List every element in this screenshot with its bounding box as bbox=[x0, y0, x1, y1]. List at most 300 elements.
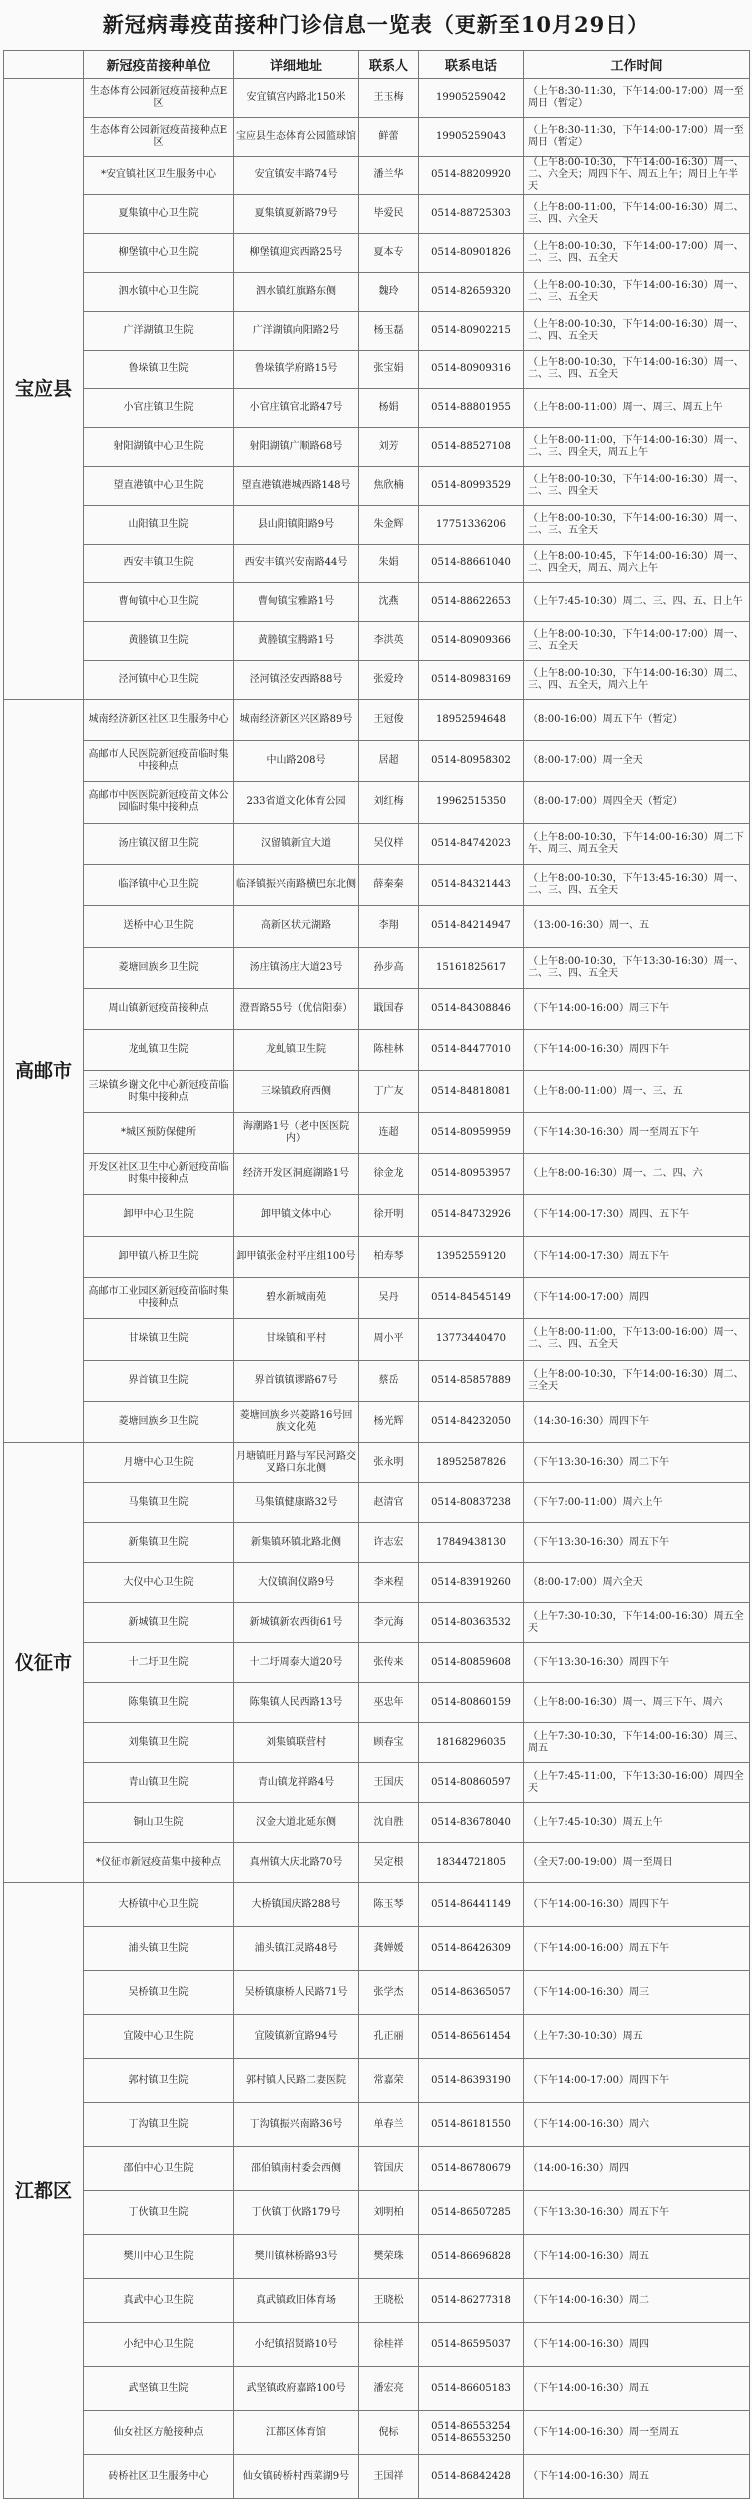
phone-cell: 0514-86181550 bbox=[419, 2103, 524, 2147]
contact-cell: 王冠俊 bbox=[359, 699, 419, 740]
contact-cell: 蔡岳 bbox=[359, 1360, 419, 1401]
table-row bbox=[4, 1071, 750, 1112]
phone-cell: 0514-80837238 bbox=[419, 1483, 524, 1523]
table-row bbox=[4, 2411, 750, 2455]
phone-cell: 0514-84477010 bbox=[419, 1030, 524, 1071]
phone-cell: 13773440470 bbox=[419, 1319, 524, 1360]
unit-cell: 邵伯中心卫生院 bbox=[84, 2147, 234, 2191]
unit-cell: 卸甲镇八桥卫生院 bbox=[84, 1236, 234, 1277]
unit-cell: 临泽镇中心卫生院 bbox=[84, 864, 234, 905]
phone-cell: 0514-80909366 bbox=[419, 622, 524, 661]
unit-cell: 小纪中心卫生院 bbox=[84, 2323, 234, 2367]
hours-cell: （上午8:00-10:30，下午14:00-16:30）周一、二、三、五全天 bbox=[524, 272, 750, 311]
hours-cell: （上午8:00-11:00，下午14:00-16:30）周二、三、四、六全天 bbox=[524, 195, 750, 234]
unit-cell: 生态体育公园新冠疫苗接种点E区 bbox=[84, 117, 234, 156]
table-row bbox=[4, 1843, 750, 1883]
table-row bbox=[4, 311, 750, 350]
unit-cell: 月塘中心卫生院 bbox=[84, 1443, 234, 1483]
hours-cell: （8:00-17:00）周六全天 bbox=[524, 1563, 750, 1603]
table-row bbox=[4, 544, 750, 583]
unit-cell: 丁沟镇卫生院 bbox=[84, 2103, 234, 2147]
hours-cell: （下午14:00-16:30）周四下午 bbox=[524, 1030, 750, 1071]
contact-cell: 徐金龙 bbox=[359, 1154, 419, 1195]
phone-cell: 0514-86595037 bbox=[419, 2323, 524, 2367]
table-row bbox=[4, 1683, 750, 1723]
address-cell: 经济开发区洞庭湖路1号 bbox=[234, 1154, 359, 1195]
phone-cell: 0514-88527108 bbox=[419, 428, 524, 467]
address-cell: 卸甲镇文体中心 bbox=[234, 1195, 359, 1236]
header-hours: 工作时间 bbox=[524, 51, 750, 79]
unit-cell: 界首镇卫生院 bbox=[84, 1360, 234, 1401]
unit-cell: 夏集镇中心卫生院 bbox=[84, 195, 234, 234]
table-row bbox=[4, 622, 750, 661]
phone-cell: 0514-88801955 bbox=[419, 389, 524, 428]
contact-cell: 焦欣楠 bbox=[359, 466, 419, 505]
unit-cell: 刘集镇卫生院 bbox=[84, 1723, 234, 1763]
table-row bbox=[4, 1319, 750, 1360]
unit-cell: *仪征市新冠疫苗集中接种点 bbox=[84, 1843, 234, 1883]
contact-cell: 张爱玲 bbox=[359, 660, 419, 699]
table-row bbox=[4, 117, 750, 156]
phone-cell: 0514-86780679 bbox=[419, 2147, 524, 2191]
unit-cell: 十二圩卫生院 bbox=[84, 1643, 234, 1683]
address-cell: 丁伙镇丁伙路179号 bbox=[234, 2191, 359, 2235]
phone-cell: 0514-80953957 bbox=[419, 1154, 524, 1195]
header-phone: 联系电话 bbox=[419, 51, 524, 79]
contact-cell: 毕爱民 bbox=[359, 195, 419, 234]
unit-cell: 砖桥社区卫生服务中心 bbox=[84, 2455, 234, 2499]
table-row bbox=[4, 988, 750, 1029]
table-row bbox=[4, 2455, 750, 2499]
unit-cell: 陈集镇卫生院 bbox=[84, 1683, 234, 1723]
hours-cell: （上午7:45-11:00，下午13:30-16:00）周四全天 bbox=[524, 1763, 750, 1803]
unit-cell: 西安丰镇卫生院 bbox=[84, 544, 234, 583]
unit-cell: 泗水镇中心卫生院 bbox=[84, 272, 234, 311]
address-cell: 西安丰镇兴安南路44号 bbox=[234, 544, 359, 583]
unit-cell: 高邮市人民医院新冠疫苗临时集中接种点 bbox=[84, 741, 234, 782]
unit-cell: 大桥镇中心卫生院 bbox=[84, 1883, 234, 1927]
phone-cell: 0514-84232050 bbox=[419, 1401, 524, 1442]
hours-cell: （上午8:00-11:00，下午14:00-16:30）周一、二、三、四全天，周五上午 bbox=[524, 428, 750, 467]
hours-cell: （下午14:00-16:30）周六 bbox=[524, 2103, 750, 2147]
contact-cell: 居超 bbox=[359, 741, 419, 782]
unit-cell: 高邮市中医医院新冠疫苗文体公园临时集中接种点 bbox=[84, 782, 234, 823]
phone-cell: 19905259042 bbox=[419, 79, 524, 118]
address-cell: 十二圩周泰大道20号 bbox=[234, 1643, 359, 1683]
unit-cell: 菱塘回族乡卫生院 bbox=[84, 1401, 234, 1442]
address-cell: 马集镇健康路32号 bbox=[234, 1483, 359, 1523]
address-cell: 樊川镇林桥路93号 bbox=[234, 2235, 359, 2279]
address-cell: 邵伯镇南村委会西侧 bbox=[234, 2147, 359, 2191]
contact-cell: 张学杰 bbox=[359, 1971, 419, 2015]
address-cell: 临泽镇振兴南路横巴东北侧 bbox=[234, 864, 359, 905]
unit-cell: 宜陵中心卫生院 bbox=[84, 2015, 234, 2059]
address-cell: 中山路208号 bbox=[234, 741, 359, 782]
contact-cell: 柏寿琴 bbox=[359, 1236, 419, 1277]
hours-cell: （上午8:30-11:30，下午14:00-17:00）周一至周日（暂定） bbox=[524, 117, 750, 156]
phone-cell: 0514-80901826 bbox=[419, 234, 524, 273]
contact-cell: 单春兰 bbox=[359, 2103, 419, 2147]
contact-cell: 徐开明 bbox=[359, 1195, 419, 1236]
hours-cell: （下午14:00-16:30）周五 bbox=[524, 2455, 750, 2499]
unit-cell: 送桥中心卫生院 bbox=[84, 906, 234, 947]
table-row bbox=[4, 195, 750, 234]
address-cell: 小纪镇招贤路10号 bbox=[234, 2323, 359, 2367]
unit-cell: 小官庄镇卫生院 bbox=[84, 389, 234, 428]
unit-cell: 新集镇卫生院 bbox=[84, 1523, 234, 1563]
phone-cell: 0514-86605183 bbox=[419, 2367, 524, 2411]
table-row bbox=[4, 947, 750, 988]
hours-cell: （上午8:00-11:00，下午13:00-16:00）周一、二、三、四、五全天 bbox=[524, 1319, 750, 1360]
hours-cell: （下午13:30-16:30）周五下午 bbox=[524, 1523, 750, 1563]
address-cell: 宝应县生态体育公园篮球馆 bbox=[234, 117, 359, 156]
table-row bbox=[4, 2191, 750, 2235]
hours-cell: （上午7:30-10:30，下午14:00-16:30）周三、周五 bbox=[524, 1723, 750, 1763]
contact-cell: 王国祥 bbox=[359, 2455, 419, 2499]
unit-cell: 菱塘回族乡卫生院 bbox=[84, 947, 234, 988]
table-row bbox=[4, 1523, 750, 1563]
unit-cell: 鲁垛镇卫生院 bbox=[84, 350, 234, 389]
phone-cell: 0514-86441149 bbox=[419, 1883, 524, 1927]
table-row bbox=[4, 466, 750, 505]
phone-cell: 17751336206 bbox=[419, 505, 524, 544]
unit-cell: 大仪中心卫生院 bbox=[84, 1563, 234, 1603]
phone-cell: 0514-88209920 bbox=[419, 156, 524, 195]
address-cell: 宜陵镇新宜路94号 bbox=[234, 2015, 359, 2059]
hours-cell: （上午7:30-10:30）周五 bbox=[524, 2015, 750, 2059]
table-row bbox=[4, 1277, 750, 1318]
hours-cell: （上午8:00-10:30，下午14:00-16:30）周一、二、六全天；周四下午、周五上午；周日上午半天 bbox=[524, 156, 750, 195]
district-cell: 仪征市 bbox=[4, 1443, 84, 1883]
phone-cell: 0514-86561454 bbox=[419, 2015, 524, 2059]
hours-cell: （上午8:00-10:30，下午14:00-16:30）周二、三、四、五全天，周六上午 bbox=[524, 660, 750, 699]
table-row bbox=[4, 1360, 750, 1401]
phone-cell: 0514-80860597 bbox=[419, 1763, 524, 1803]
address-cell: 仙女镇砖桥村西菜湖9号 bbox=[234, 2455, 359, 2499]
hours-cell: （上午8:00-10:30，下午14:00-17:00）周一、三、五全天 bbox=[524, 622, 750, 661]
unit-cell: 郭村镇卫生院 bbox=[84, 2059, 234, 2103]
hours-cell: （13:00-16:30）周一、五 bbox=[524, 906, 750, 947]
table-row bbox=[4, 823, 750, 864]
contact-cell: 朱娟 bbox=[359, 544, 419, 583]
unit-cell: 丁伙镇卫生院 bbox=[84, 2191, 234, 2235]
address-cell: 武坚镇政府嘉路100号 bbox=[234, 2367, 359, 2411]
unit-cell: 马集镇卫生院 bbox=[84, 1483, 234, 1523]
hours-cell: （上午8:00-10:30，下午14:00-16:30）周一、二、四、五全天 bbox=[524, 311, 750, 350]
page-title: 新冠病毒疫苗接种门诊信息一览表（更新至10月29日） bbox=[102, 12, 650, 37]
contact-cell: 陈玉琴 bbox=[359, 1883, 419, 1927]
district-cell: 宝应县 bbox=[4, 79, 84, 700]
address-cell: 澄晋路55号（优信阳泰） bbox=[234, 988, 359, 1029]
hours-cell: （上午7:45-10:30）周五上午 bbox=[524, 1803, 750, 1843]
table-row bbox=[4, 2279, 750, 2323]
address-cell: 新城镇新农西街61号 bbox=[234, 1603, 359, 1643]
hours-cell: （下午7:00-11:00）周六上午 bbox=[524, 1483, 750, 1523]
phone-cell: 0514-84308846 bbox=[419, 988, 524, 1029]
contact-cell: 孔正丽 bbox=[359, 2015, 419, 2059]
table-row bbox=[4, 906, 750, 947]
phone-cell: 0514-83678040 bbox=[419, 1803, 524, 1843]
hours-cell: （14:00-16:30）周四 bbox=[524, 2147, 750, 2191]
table-row bbox=[4, 864, 750, 905]
table-row bbox=[4, 2235, 750, 2279]
header-district bbox=[4, 51, 84, 79]
contact-cell: 刘明柏 bbox=[359, 2191, 419, 2235]
table-row bbox=[4, 1112, 750, 1153]
table-row bbox=[4, 156, 750, 195]
table-row bbox=[4, 1236, 750, 1277]
hours-cell: （下午14:00-16:30）周三 bbox=[524, 1971, 750, 2015]
hours-cell: （下午14:00-16:30）周二 bbox=[524, 2279, 750, 2323]
phone-cell: 15161825617 bbox=[419, 947, 524, 988]
address-cell: 浦头镇江灵路48号 bbox=[234, 1927, 359, 1971]
hours-cell: （下午14:00-17:30）周五下午 bbox=[524, 1236, 750, 1277]
contact-cell: 李元海 bbox=[359, 1603, 419, 1643]
address-cell: 刘集镇联营村 bbox=[234, 1723, 359, 1763]
contact-cell: 朱金辉 bbox=[359, 505, 419, 544]
phone-cell: 0514-88725303 bbox=[419, 195, 524, 234]
contact-cell: 管国庆 bbox=[359, 2147, 419, 2191]
hours-cell: （上午8:30-11:30，下午14:00-17:00）周一至周日（暂定） bbox=[524, 79, 750, 118]
phone-cell: 0514-83919260 bbox=[419, 1563, 524, 1603]
address-cell: 汤庄镇汤庄大道23号 bbox=[234, 947, 359, 988]
phone-cell: 0514-88661040 bbox=[419, 544, 524, 583]
address-cell: 望直港镇港城西路148号 bbox=[234, 466, 359, 505]
contact-cell: 李翔 bbox=[359, 906, 419, 947]
district-cell: 江都区 bbox=[4, 1883, 84, 2499]
unit-cell: 卸甲中心卫生院 bbox=[84, 1195, 234, 1236]
table-row bbox=[4, 1483, 750, 1523]
table-row bbox=[4, 428, 750, 467]
table-row bbox=[4, 505, 750, 544]
address-cell: 泗水镇红旗路东侧 bbox=[234, 272, 359, 311]
address-cell: 大仪镇润仪路9号 bbox=[234, 1563, 359, 1603]
address-cell: 夏集镇夏新路79号 bbox=[234, 195, 359, 234]
hours-cell: （全天7:00-19:00）周一至周日 bbox=[524, 1843, 750, 1883]
table-row bbox=[4, 1563, 750, 1603]
contact-cell: 杨光辉 bbox=[359, 1401, 419, 1442]
table-row bbox=[4, 1443, 750, 1483]
address-cell: 高新区状元湖路 bbox=[234, 906, 359, 947]
address-cell: 汉金大道北延东侧 bbox=[234, 1803, 359, 1843]
table-row bbox=[4, 1154, 750, 1195]
hours-cell: （8:00-16:00）周五下午（暂定） bbox=[524, 699, 750, 740]
unit-cell: 三垛镇乡谢文化中心新冠疫苗临时集中接种点 bbox=[84, 1071, 234, 1112]
hours-cell: （上午7:30-10:30，下午14:00-16:30）周五全天 bbox=[524, 1603, 750, 1643]
contact-cell: 夏本专 bbox=[359, 234, 419, 273]
contact-cell: 刘芳 bbox=[359, 428, 419, 467]
address-cell: 碧水新城南苑 bbox=[234, 1277, 359, 1318]
hours-cell: （上午8:00-16:30）周一、二、四、六 bbox=[524, 1154, 750, 1195]
phone-cell: 0514-82659320 bbox=[419, 272, 524, 311]
unit-cell: 铜山卫生院 bbox=[84, 1803, 234, 1843]
contact-cell: 戢国春 bbox=[359, 988, 419, 1029]
contact-cell: 张永明 bbox=[359, 1443, 419, 1483]
contact-cell: 鲜蕾 bbox=[359, 117, 419, 156]
phone-cell: 19905259043 bbox=[419, 117, 524, 156]
phone-cell: 0514-84545149 bbox=[419, 1277, 524, 1318]
table-row bbox=[4, 1763, 750, 1803]
phone-cell: 0514-86365057 bbox=[419, 1971, 524, 2015]
unit-cell: 曹甸镇中心卫生院 bbox=[84, 583, 234, 622]
address-cell: 陈集镇人民西路13号 bbox=[234, 1683, 359, 1723]
table-row bbox=[4, 2367, 750, 2411]
contact-cell: 常嘉荣 bbox=[359, 2059, 419, 2103]
phone-cell: 0514-84214947 bbox=[419, 906, 524, 947]
address-cell: 泾河镇泾安西路88号 bbox=[234, 660, 359, 699]
unit-cell: 龙虬镇卫生院 bbox=[84, 1030, 234, 1071]
address-cell: 柳堡镇迎宾西路25号 bbox=[234, 234, 359, 273]
address-cell: 真州镇大庆北路70号 bbox=[234, 1843, 359, 1883]
phone-cell: 0514-86696828 bbox=[419, 2235, 524, 2279]
hours-cell: （下午14:00-16:30）周五 bbox=[524, 2235, 750, 2279]
unit-cell: 武坚镇卫生院 bbox=[84, 2367, 234, 2411]
table-row bbox=[4, 2059, 750, 2103]
address-cell: 海潮路1号（老中医医院内） bbox=[234, 1112, 359, 1153]
phone-cell: 0514-85857889 bbox=[419, 1360, 524, 1401]
hours-cell: （14:30-16:30）周四下午 bbox=[524, 1401, 750, 1442]
hours-cell: （上午8:00-10:45，下午14:00-16:30）周一、二、四全天，周五、周六上午 bbox=[524, 544, 750, 583]
address-cell: 龙虬镇卫生院 bbox=[234, 1030, 359, 1071]
address-cell: 广洋湖镇向阳路2号 bbox=[234, 311, 359, 350]
address-cell: 大桥镇国庆路288号 bbox=[234, 1883, 359, 1927]
contact-cell: 王玉梅 bbox=[359, 79, 419, 118]
table-row bbox=[4, 234, 750, 273]
unit-cell: 望直港镇中心卫生院 bbox=[84, 466, 234, 505]
phone-cell: 0514-84742023 bbox=[419, 823, 524, 864]
hours-cell: （下午14:00-16:00）周三下午 bbox=[524, 988, 750, 1029]
hours-cell: （上午8:00-10:30，下午14:00-16:30）周二下午、周三、周五全天 bbox=[524, 823, 750, 864]
contact-cell: 薛秦秦 bbox=[359, 864, 419, 905]
phone-cell: 0514-80860159 bbox=[419, 1683, 524, 1723]
hours-cell: （上午8:00-10:30，下午14:00-16:30）周一、二、三、四全天 bbox=[524, 466, 750, 505]
contact-cell: 樊荣珠 bbox=[359, 2235, 419, 2279]
unit-cell: 城南经济新区社区卫生服务中心 bbox=[84, 699, 234, 740]
address-cell: 鲁垛镇学府路15号 bbox=[234, 350, 359, 389]
phone-cell: 18344721805 bbox=[419, 1843, 524, 1883]
hours-cell: （下午14:00-16:30）周五 bbox=[524, 2367, 750, 2411]
hours-cell: （下午14:00-16:30）周四下午 bbox=[524, 1883, 750, 1927]
contact-cell: 王晓松 bbox=[359, 2279, 419, 2323]
hours-cell: （下午14:00-16:00）周五下午 bbox=[524, 1927, 750, 1971]
contact-cell: 连超 bbox=[359, 1112, 419, 1153]
contact-cell: 龚婵媛 bbox=[359, 1927, 419, 1971]
address-cell: 菱塘回族乡兴菱路16号回族文化苑 bbox=[234, 1401, 359, 1442]
address-cell: 丁沟镇振兴南路36号 bbox=[234, 2103, 359, 2147]
phone-cell: 17849438130 bbox=[419, 1523, 524, 1563]
table-row bbox=[4, 699, 750, 740]
table-row bbox=[4, 79, 750, 118]
table-row bbox=[4, 350, 750, 389]
contact-cell: 潘宏亮 bbox=[359, 2367, 419, 2411]
table-row bbox=[4, 2015, 750, 2059]
phone-cell: 0514-86393190 bbox=[419, 2059, 524, 2103]
address-cell: 县山阳镇阳路9号 bbox=[234, 505, 359, 544]
hours-cell: （上午8:00-10:30，下午14:00-16:30）周一、二、三、五全天 bbox=[524, 505, 750, 544]
address-cell: 小官庄镇官北路47号 bbox=[234, 389, 359, 428]
unit-cell: 柳堡镇中心卫生院 bbox=[84, 234, 234, 273]
table-row bbox=[4, 1195, 750, 1236]
phone-cell: 0514-86507285 bbox=[419, 2191, 524, 2235]
phone-cell: 0514-88622653 bbox=[419, 583, 524, 622]
phone-cell: 0514-80859608 bbox=[419, 1643, 524, 1683]
contact-cell: 吴丹 bbox=[359, 1277, 419, 1318]
hours-cell: （8:00-17:00）周四全天（暂定） bbox=[524, 782, 750, 823]
contact-cell: 沈燕 bbox=[359, 583, 419, 622]
table-row bbox=[4, 389, 750, 428]
table-row bbox=[4, 1401, 750, 1442]
vaccination-table bbox=[3, 50, 750, 2499]
address-cell: 江都区体育馆 bbox=[234, 2411, 359, 2455]
table-row bbox=[4, 272, 750, 311]
hours-cell: （下午14:30-16:30）周一至周五下午 bbox=[524, 1112, 750, 1153]
phone-cell: 0514-80959959 bbox=[419, 1112, 524, 1153]
address-cell: 射阳湖镇广顺路68号 bbox=[234, 428, 359, 467]
contact-cell: 李洪英 bbox=[359, 622, 419, 661]
phone-cell: 18952594648 bbox=[419, 699, 524, 740]
table-body bbox=[4, 79, 750, 2499]
address-cell: 卸甲镇张金村平庄组100号 bbox=[234, 1236, 359, 1277]
contact-cell: 张宝娟 bbox=[359, 350, 419, 389]
table-row bbox=[4, 1803, 750, 1843]
phone-cell: 0514-84818081 bbox=[419, 1071, 524, 1112]
contact-cell: 丁广友 bbox=[359, 1071, 419, 1112]
unit-cell: 周山镇新冠疫苗接种点 bbox=[84, 988, 234, 1029]
address-cell: 青山镇龙祥路4号 bbox=[234, 1763, 359, 1803]
hours-cell: （上午7:45-10:30）周二、三、四、五、日上午 bbox=[524, 583, 750, 622]
address-cell: 黄塍镇宝腾路1号 bbox=[234, 622, 359, 661]
hours-cell: （下午14:00-17:00）周四 bbox=[524, 1277, 750, 1318]
hours-cell: （下午14:00-16:30）周四 bbox=[524, 2323, 750, 2367]
hours-cell: （8:00-17:00）周一全天 bbox=[524, 741, 750, 782]
address-cell: 甘垛镇和平村 bbox=[234, 1319, 359, 1360]
contact-cell: 潘兰华 bbox=[359, 156, 419, 195]
contact-cell: 巫忠年 bbox=[359, 1683, 419, 1723]
phone-cell: 0514-80958302 bbox=[419, 741, 524, 782]
hours-cell: （下午13:30-16:30）周五下午 bbox=[524, 2191, 750, 2235]
hours-cell: （下午13:30-16:30）周四下午 bbox=[524, 1643, 750, 1683]
table-row bbox=[4, 1723, 750, 1763]
phone-cell: 0514-86842428 bbox=[419, 2455, 524, 2499]
unit-cell: 樊川中心卫生院 bbox=[84, 2235, 234, 2279]
phone-cell: 19962515350 bbox=[419, 782, 524, 823]
unit-cell: 开发区社区卫生中心新冠疫苗临时集中接种点 bbox=[84, 1154, 234, 1195]
unit-cell: *城区预防保健所 bbox=[84, 1112, 234, 1153]
table-row bbox=[4, 782, 750, 823]
address-cell: 月塘镇旺月路与军民河路交叉路口东北侧 bbox=[234, 1443, 359, 1483]
address-cell: 界首镇镇谬路67号 bbox=[234, 1360, 359, 1401]
address-cell: 三垛镇政府西侧 bbox=[234, 1071, 359, 1112]
unit-cell: 山阳镇卫生院 bbox=[84, 505, 234, 544]
table-row bbox=[4, 1603, 750, 1643]
table-row bbox=[4, 660, 750, 699]
phone-cell: 0514-86553254 0514-86553250 bbox=[419, 2411, 524, 2455]
table-row bbox=[4, 1971, 750, 2015]
hours-cell: （下午14:00-16:30）周一至周五 bbox=[524, 2411, 750, 2455]
unit-cell: 生态体育公园新冠疫苗接种点E区 bbox=[84, 79, 234, 118]
phone-cell: 0514-84732926 bbox=[419, 1195, 524, 1236]
contact-cell: 徐桂祥 bbox=[359, 2323, 419, 2367]
header-contact: 联系人 bbox=[359, 51, 419, 79]
contact-cell: 周小平 bbox=[359, 1319, 419, 1360]
address-cell: 汉留镇新宜大道 bbox=[234, 823, 359, 864]
hours-cell: （上午8:00-16:30）周一、周三下午、周六 bbox=[524, 1683, 750, 1723]
header-row bbox=[4, 51, 750, 79]
contact-cell: 刘红梅 bbox=[359, 782, 419, 823]
address-cell: 郭村镇人民路二妻医院 bbox=[234, 2059, 359, 2103]
contact-cell: 王国庆 bbox=[359, 1763, 419, 1803]
address-cell: 曹甸镇宝雅路1号 bbox=[234, 583, 359, 622]
